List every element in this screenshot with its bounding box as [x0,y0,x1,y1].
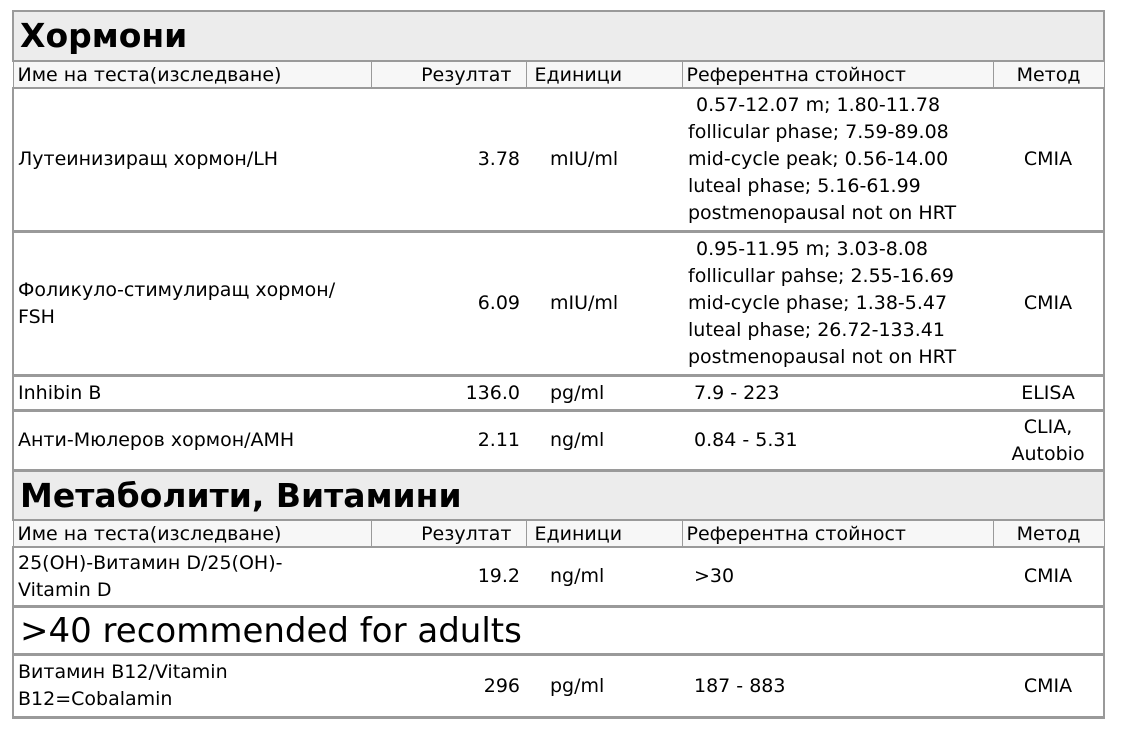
section-title: Хормони [13,11,1104,61]
header-result: Резултат [371,61,526,88]
note-row [13,607,1104,655]
column-header-row [13,520,1104,547]
test-units: pg/ml [526,655,682,718]
reference-line: postmenopausal not on HRT [688,346,957,368]
test-result: 6.09 [371,232,526,376]
lab-results-table [12,10,1105,719]
test-result: 3.78 [371,88,526,232]
test-name-line: 25(OH)-Витамин D/25(OH)- [18,551,283,574]
test-name [13,547,371,607]
header-units: Единици [526,520,682,547]
test-method: CMIA [993,655,1104,718]
test-name: Лутеинизиращ хормон/LH [13,88,371,232]
test-reference [682,88,993,232]
test-reference: 7.9 - 223 [682,376,993,411]
method-line: Autobio [1011,442,1085,465]
reference-line: 0.57-12.07 m; 1.80-11.78 [696,94,941,116]
section-hormones-title-row [13,11,1104,61]
test-name-line: Vitamin D [18,578,112,601]
lab-results-sheet [12,10,1103,719]
test-method: CMIA [993,232,1104,376]
reference-line: follicular phase; 7.59-89.08 [688,121,949,143]
test-name: Анти-Мюлеров хормон/AMH [13,411,371,471]
header-test-name: Име на теста(изследване) [13,61,371,88]
table-row-amh [13,411,1104,471]
test-method: CMIA [993,547,1104,607]
table-row-fsh [13,232,1104,376]
test-units: pg/ml [526,376,682,411]
header-reference: Референтна стойност [682,61,993,88]
test-result: 136.0 [371,376,526,411]
reference-line: follicullar pahse; 2.55-16.69 [688,265,955,287]
header-result: Резултат [371,520,526,547]
reference-line: mid-cycle peak; 0.56-14.00 [688,148,949,170]
test-result: 19.2 [371,547,526,607]
header-test-name: Име на теста(изследване) [13,520,371,547]
header-method: Метод [993,520,1104,547]
reference-line: luteal phase; 5.16-61.99 [688,175,921,197]
section-title: Метаболити, Витамини [13,471,1104,521]
test-units: mIU/ml [526,88,682,232]
table-row-inhibin-b [13,376,1104,411]
reference-line: mid-cycle phase; 1.38-5.47 [688,292,948,314]
test-units: ng/ml [526,547,682,607]
test-method [993,411,1104,471]
method-line: CLIA, [1023,415,1073,438]
reference-note: >40 recommended for adults [13,607,1104,655]
test-result: 2.11 [371,411,526,471]
section-metabolites-title-row [13,471,1104,521]
test-result: 296 [371,655,526,718]
test-name-line: Витамин B12/Vitamin [18,661,228,683]
table-row-vitamin-d [13,547,1104,607]
test-method: ELISA [993,376,1104,411]
test-units: ng/ml [526,411,682,471]
test-name-line: Фоликуло-стимулиращ хормон/ [18,278,336,301]
column-header-row [13,61,1104,88]
test-name [13,232,371,376]
test-name-line: B12=Cobalamin [18,688,173,710]
table-row-vitamin-b12 [13,655,1104,718]
test-name: Inhibin B [13,376,371,411]
reference-line: 0.95-11.95 m; 3.03-8.08 [696,238,929,260]
reference-line: luteal phase; 26.72-133.41 [688,319,945,341]
header-reference: Референтна стойност [682,520,993,547]
test-method: CMIA [993,88,1104,232]
table-row-lh [13,88,1104,232]
header-units: Единици [526,61,682,88]
test-units: mIU/ml [526,232,682,376]
header-method: Метод [993,61,1104,88]
reference-line: postmenopausal not on HRT [688,202,957,224]
test-reference [682,232,993,376]
test-reference: 0.84 - 5.31 [682,411,993,471]
test-name-line: FSH [18,305,55,328]
test-reference: 187 - 883 [682,655,993,718]
test-reference: >30 [682,547,993,607]
test-name [13,655,371,718]
